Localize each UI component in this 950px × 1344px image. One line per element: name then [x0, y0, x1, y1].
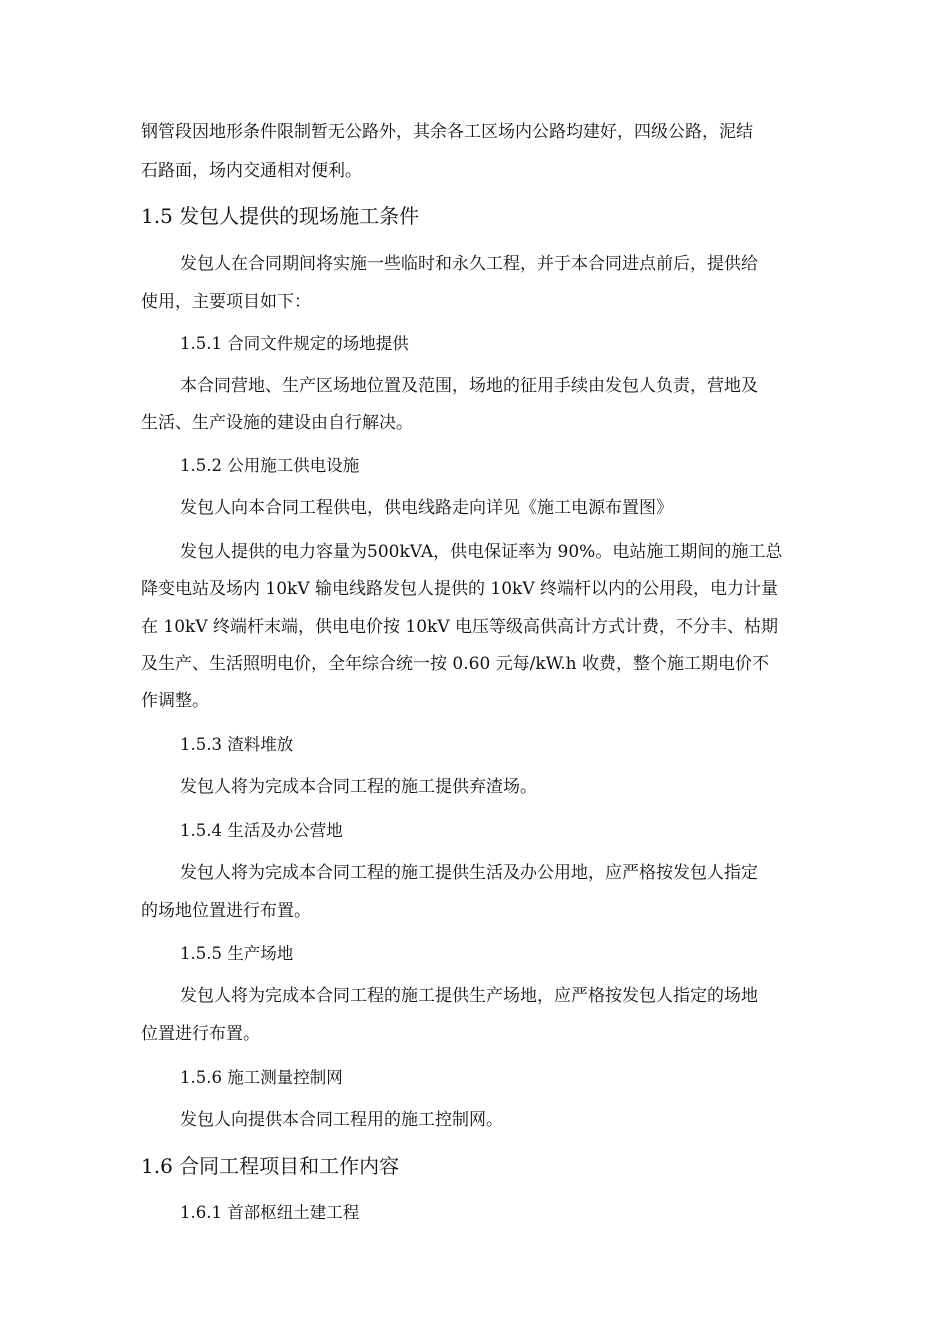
paragraph-line: 及生产、生活照明电价，全年综合统一按 0.60 元每/kW.h 收费，整个施工期电价不: [141, 654, 769, 674]
paragraph-line: 的场地位置进行布置。: [141, 901, 311, 921]
paragraph-line: 石路面，场内交通相对便利。: [141, 161, 362, 181]
section-heading-1-6: 1.6 合同工程项目和工作内容: [141, 1154, 400, 1178]
paragraph-line: 发包人将为完成本合同工程的施工提供生活及办公用地，应严格按发包人指定: [180, 863, 758, 883]
subsection-heading-1-6-1: 1.6.1 首部枢纽土建工程: [180, 1203, 360, 1222]
paragraph-line: 发包人向提供本合同工程用的施工控制网。: [180, 1110, 503, 1130]
paragraph-line: 作调整。: [141, 691, 209, 711]
subsection-heading-1-5-4: 1.5.4 生活及办公营地: [180, 821, 343, 840]
paragraph-line: 发包人将为完成本合同工程的施工提供弃渣场。: [180, 777, 537, 797]
paragraph-line: 本合同营地、生产区场地位置及范围，场地的征用手续由发包人负责，营地及: [180, 376, 758, 396]
paragraph-line: 发包人将为完成本合同工程的施工提供生产场地，应严格按发包人指定的场地: [180, 986, 758, 1006]
paragraph-line: 发包人提供的电力容量为500kVA，供电保证率为 90%。电站施工期间的施工总: [180, 542, 783, 562]
subsection-heading-1-5-5: 1.5.5 生产场地: [180, 944, 294, 963]
paragraph-line: 生活、生产设施的建设由自行解决。: [141, 413, 413, 433]
paragraph-line: 位置进行布置。: [141, 1024, 260, 1044]
paragraph-line: 钢管段因地形条件限制暂无公路外，其余各工区场内公路均建好，四级公路，泥结: [141, 122, 753, 142]
paragraph-line: 降变电站及场内 10kV 输电线路发包人提供的 10kV 终端杆以内的公用段，电力计量: [141, 579, 779, 599]
section-heading-1-5: 1.5 发包人提供的现场施工条件: [141, 204, 420, 228]
paragraph-line: 使用，主要项目如下：: [141, 292, 311, 312]
subsection-heading-1-5-1: 1.5.1 合同文件规定的场地提供: [180, 334, 409, 353]
subsection-heading-1-5-2: 1.5.2 公用施工供电设施: [180, 456, 360, 475]
paragraph-line: 发包人在合同期间将实施一些临时和永久工程，并于本合同进点前后，提供给: [180, 254, 758, 274]
paragraph-line: 在 10kV 终端杆末端，供电电价按 10kV 电压等级高供高计方式计费，不分丰、枯期: [141, 617, 779, 637]
paragraph-line: 发包人向本合同工程供电，供电线路走向详见《施工电源布置图》: [180, 498, 673, 518]
subsection-heading-1-5-6: 1.5.6 施工测量控制网: [180, 1068, 343, 1087]
subsection-heading-1-5-3: 1.5.3 渣料堆放: [180, 735, 294, 754]
